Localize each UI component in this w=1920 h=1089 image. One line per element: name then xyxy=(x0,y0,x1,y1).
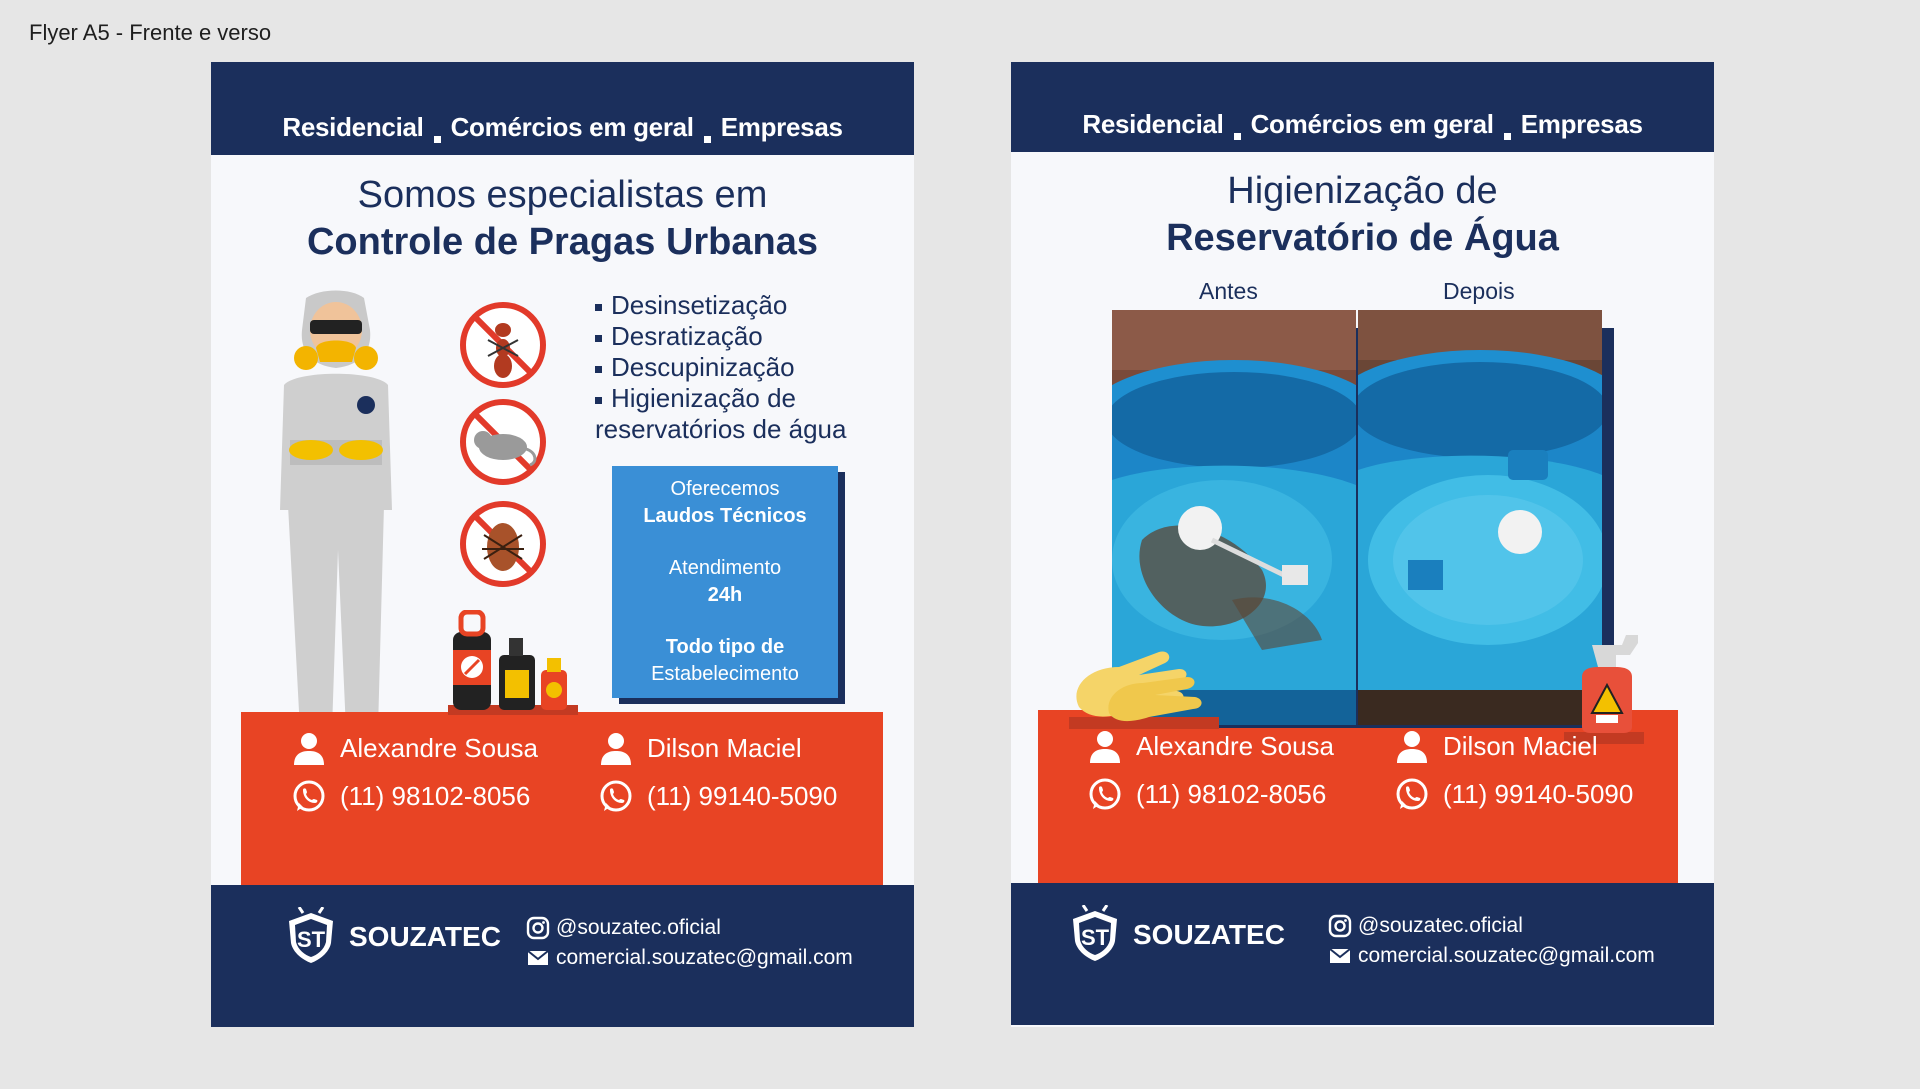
email-address[interactable]: comercial.souzatec@gmail.com xyxy=(1358,944,1655,967)
segment-label: Residencial xyxy=(282,112,424,142)
segment-label: Empresas xyxy=(720,112,843,142)
info-line: Todo tipo de xyxy=(665,636,785,658)
whatsapp-icon xyxy=(598,778,634,814)
info-line: Atendimento xyxy=(668,557,782,579)
mail-icon xyxy=(526,946,550,970)
service-item: Desratização xyxy=(595,321,846,352)
segment-label: Residencial xyxy=(1082,109,1224,139)
separator-dot xyxy=(1504,133,1511,140)
person-icon xyxy=(598,730,634,766)
brand-logo xyxy=(1065,905,1285,965)
info-line: Oferecemos xyxy=(670,478,780,500)
separator-dot xyxy=(1234,133,1241,140)
service-item: reservatórios de água xyxy=(595,414,847,444)
flyer-front xyxy=(211,62,914,1027)
before-label: Antes xyxy=(1199,278,1258,304)
service-item: Desinsetização xyxy=(595,290,846,321)
info-line: Estabelecimento xyxy=(651,663,799,685)
brand-logo xyxy=(281,907,501,967)
whatsapp-icon xyxy=(1394,776,1430,812)
back-headline xyxy=(1011,170,1714,260)
flyer-back xyxy=(1011,62,1714,1027)
front-headline xyxy=(211,174,914,264)
segment-label: Comércios em geral xyxy=(1250,109,1494,139)
shield-logo-icon xyxy=(281,907,341,967)
brand-name: SOUZATEC xyxy=(349,921,501,952)
instagram-handle[interactable]: @souzatec.oficial xyxy=(556,916,721,939)
contact-card xyxy=(1394,723,1633,817)
back-bottom-bar xyxy=(1011,883,1714,1025)
after-label: Depois xyxy=(1443,278,1515,304)
shield-logo-icon xyxy=(1065,905,1125,965)
info-box xyxy=(612,466,838,698)
instagram-icon xyxy=(1328,914,1352,938)
page-caption: Flyer A5 - Frente e verso xyxy=(29,20,272,45)
bullet-icon xyxy=(595,304,602,311)
instagram-handle[interactable]: @souzatec.oficial xyxy=(1358,914,1523,937)
contact-name: Dilson Maciel xyxy=(647,732,802,763)
pest-prohibited-icon xyxy=(458,499,548,589)
contact-card xyxy=(598,725,837,819)
email-address[interactable]: comercial.souzatec@gmail.com xyxy=(556,946,853,969)
pest-prohibited-icon xyxy=(458,300,548,390)
headline-line-2: Reservatório de Água xyxy=(1166,217,1559,259)
contact-card xyxy=(291,725,538,819)
social-links xyxy=(1328,911,1655,971)
contact-phone[interactable]: (11) 98102-8056 xyxy=(1136,778,1327,809)
worker-illustration xyxy=(266,290,406,760)
separator-dot xyxy=(704,136,711,143)
contact-phone[interactable]: (11) 99140-5090 xyxy=(1443,778,1634,809)
instagram-icon xyxy=(526,916,550,940)
person-icon xyxy=(291,730,327,766)
contact-phone[interactable]: (11) 99140-5090 xyxy=(647,780,838,811)
bullet-icon xyxy=(595,397,602,404)
front-top-bar xyxy=(211,62,914,155)
service-item: Descupinização xyxy=(595,352,846,383)
contact-card xyxy=(1087,723,1334,817)
segment-label: Empresas xyxy=(1520,109,1643,139)
pest-prohibited-icon xyxy=(458,397,548,487)
contact-name: Alexandre Sousa xyxy=(1136,730,1335,761)
bullet-icon xyxy=(595,335,602,342)
mail-icon xyxy=(1328,944,1352,968)
whatsapp-icon xyxy=(1087,776,1123,812)
headline-line-1: Somos especialistas em xyxy=(357,174,768,216)
bullet-icon xyxy=(595,366,602,373)
separator-dot xyxy=(434,136,441,143)
segment-label: Comércios em geral xyxy=(450,112,694,142)
contact-phone[interactable]: (11) 98102-8056 xyxy=(340,780,531,811)
front-bottom-bar xyxy=(211,885,914,1027)
back-top-bar xyxy=(1011,62,1714,152)
headline-line-2: Controle de Pragas Urbanas xyxy=(306,221,819,263)
person-icon xyxy=(1394,728,1430,764)
info-line: Laudos Técnicos xyxy=(643,505,807,527)
person-icon xyxy=(1087,728,1123,764)
info-line: 24h xyxy=(707,584,743,606)
whatsapp-icon xyxy=(291,778,327,814)
service-list xyxy=(595,290,846,445)
brand-name: SOUZATEC xyxy=(1133,919,1285,950)
headline-line-1: Higienização de xyxy=(1227,170,1498,212)
social-links xyxy=(526,913,853,973)
contact-name: Dilson Maciel xyxy=(1443,730,1598,761)
service-item: Higienização de xyxy=(595,383,846,414)
contact-name: Alexandre Sousa xyxy=(340,732,539,763)
